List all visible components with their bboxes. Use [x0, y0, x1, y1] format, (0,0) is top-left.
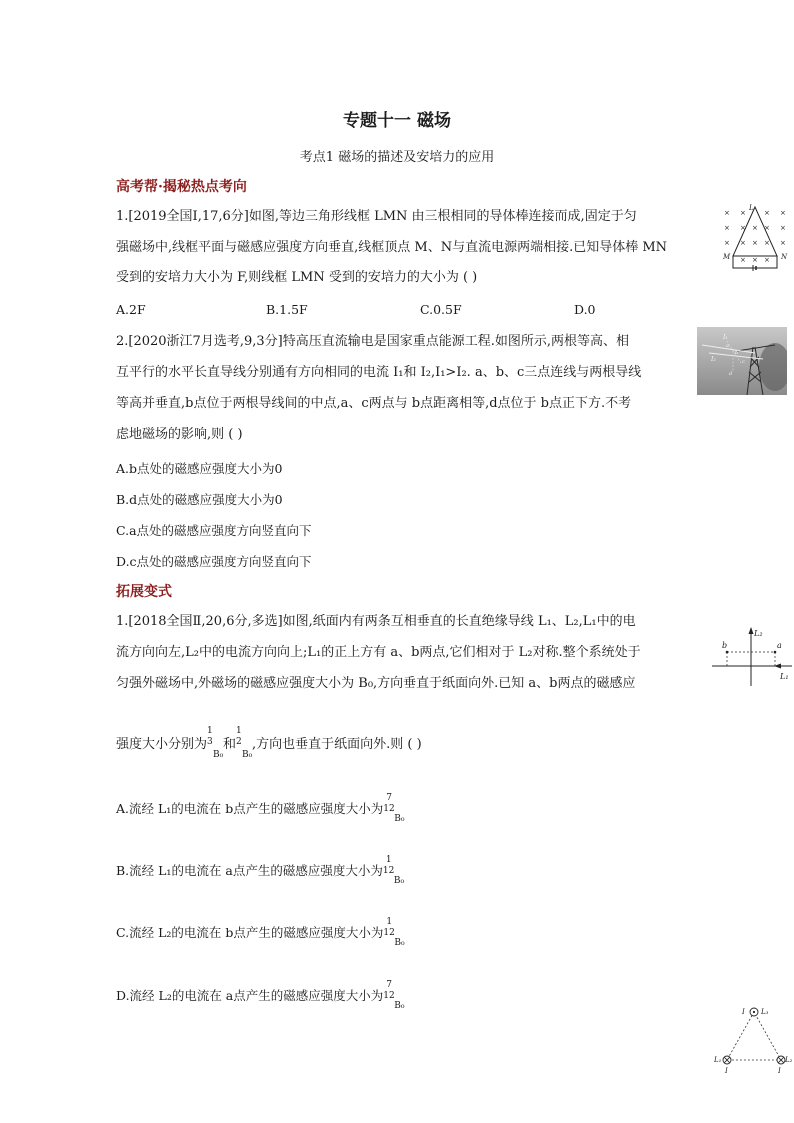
option-text: D.流经 L₂的电流在 a点产生的磁感应强度大小为 — [116, 988, 384, 1003]
fraction-unit: B₀ — [394, 1001, 405, 1011]
field-cross: × — [740, 256, 746, 264]
triangle-frame-figure — [718, 200, 792, 272]
q1-option-a: A.2F — [116, 302, 146, 317]
q3-option-d — [116, 980, 405, 1011]
q3-line-3: 匀强外磁场中,外磁场的磁感应强度大小为 B₀,方向垂直于纸面向外.已知 a、b两点的磁感应 — [116, 676, 636, 691]
fraction-numerator: 1 — [386, 917, 393, 927]
vertex-label-n: N — [781, 253, 788, 261]
q1-line-1: 1.[2019全国Ⅰ,17,6分]如图,等边三角形线框 LMN 由三根相同的导体棒连接而成,固定于匀 — [116, 209, 637, 224]
wire-label-l3: L₃ — [761, 1008, 769, 1016]
point-label-b: b — [735, 350, 739, 356]
q1-option-d: D.0 — [574, 302, 596, 317]
q3-option-c — [116, 917, 405, 948]
label-i2: I₂ — [711, 356, 716, 363]
q2-line-3: 等高并垂直,b点位于两根导线间的中点,a、c两点与 b点距离相等,d点位于 b点正下方.不考 — [116, 396, 632, 411]
fraction-denominator: 12 — [383, 928, 395, 938]
transmission-tower-photo — [697, 327, 787, 395]
point-label-c: c — [742, 359, 745, 365]
current-label-i: I — [778, 1067, 781, 1075]
q1-option-c: C.0.5F — [420, 302, 462, 317]
label-i1: I₁ — [723, 334, 728, 341]
wire-label-l1: L₁ — [714, 1056, 722, 1064]
wire-label-l2: L₂ — [785, 1056, 793, 1064]
fraction-denominator: 3 — [207, 737, 213, 747]
q3-line-4-mid: 和 — [223, 737, 237, 752]
field-cross: × — [724, 239, 730, 247]
fraction-denominator: 12 — [382, 866, 395, 876]
field-cross: × — [764, 239, 770, 247]
fraction-denominator: 12 — [383, 804, 395, 814]
q3-line-1: 1.[2018全国Ⅱ,20,6分,多选]如图,纸面内有两条互相垂直的长直绝缘导线 L₁、L₂,L₁中的电 — [116, 614, 636, 629]
vertex-label-l: L — [749, 204, 754, 212]
q1-line-2: 强磁场中,线框平面与磁感应强度方向垂直,线框顶点 M、N与直流电源两端相接.已知导体棒 MN — [116, 240, 668, 255]
q3-line-4 — [116, 726, 422, 760]
field-cross: × — [752, 256, 758, 264]
vertex-label-m: M — [723, 253, 731, 261]
q2-option-c: C.a点处的磁感应强度方向竖直向下 — [116, 523, 312, 538]
field-cross: × — [780, 209, 786, 217]
option-text: B.流经 L₁的电流在 a点产生的磁感应强度大小为 — [116, 863, 383, 878]
field-cross: × — [740, 224, 746, 232]
q3-option-a — [116, 793, 405, 824]
point-a — [774, 651, 777, 654]
field-cross: × — [752, 224, 758, 232]
arrow-up-icon — [749, 627, 754, 634]
field-cross: × — [752, 239, 758, 247]
field-cross: × — [724, 209, 730, 217]
section-subtitle: 考点1 磁场的描述及安培力的应用 — [299, 150, 495, 165]
field-cross: × — [724, 224, 730, 232]
q1-line-3: 受到的安培力大小为 F,则线框 LMN 受到的安培力的大小为 ( ) — [116, 270, 478, 285]
fraction-unit: B₀ — [213, 750, 224, 760]
field-cross: × — [740, 209, 746, 217]
fraction-unit: B₀ — [242, 750, 253, 760]
point-label-d: d — [729, 371, 733, 377]
field-cross: × — [740, 239, 746, 247]
wire-label-l1: L₁ — [780, 672, 789, 681]
page-title: 专题十一 磁场 — [343, 111, 451, 131]
q2-line-2: 互平行的水平长直导线分别通有方向相同的电流 I₁和 I₂,I₁>I₂. a、b、c三点连线与两根导线 — [116, 365, 642, 380]
q3-option-b — [116, 855, 405, 886]
field-cross: × — [764, 209, 770, 217]
option-text: A.流经 L₁的电流在 b点产生的磁感应强度大小为 — [116, 801, 384, 816]
point-label-a: a — [777, 641, 782, 650]
q3-line-4-post: ,方向也垂直于纸面向外.则 ( ) — [252, 737, 422, 752]
point-label-b: b — [722, 641, 728, 650]
field-cross: × — [780, 239, 786, 247]
current-label-i: I — [742, 1008, 745, 1016]
fraction-denominator: 12 — [383, 991, 395, 1001]
q3-line-2: 流方向向左,L₂中的电流方向向上;L₁的正上方有 a、b两点,它们相对于 L₂对称.整个系统处于 — [116, 645, 641, 660]
q1-option-b: B.1.5F — [266, 302, 308, 317]
q2-line-1: 2.[2020浙江7月选考,9,3分]特高压直流输电是国家重点能源工程.如图所示,两根等高、相 — [116, 334, 629, 349]
option-text: C.流经 L₂的电流在 b点产生的磁感应强度大小为 — [116, 925, 384, 940]
wire-label-l2: L₂ — [754, 629, 763, 638]
fraction-numerator: 7 — [386, 793, 392, 803]
perpendicular-wires-figure — [710, 624, 794, 688]
q2-option-a: A.b点处的磁感应强度大小为0 — [116, 461, 283, 476]
field-cross: × — [764, 224, 770, 232]
fraction-numerator: 1 — [385, 855, 392, 865]
fraction-denominator: 2 — [236, 737, 242, 747]
point-label-a: a — [726, 343, 729, 349]
dashed-triangle — [727, 1012, 781, 1060]
three-wires-triangle-figure — [706, 1000, 794, 1078]
fraction-numerator: 1 — [207, 726, 213, 736]
fraction-numerator: 1 — [236, 726, 242, 736]
point-b — [726, 651, 729, 654]
field-cross: × — [764, 256, 770, 264]
q2-option-d: D.c点处的磁感应强度方向竖直向下 — [116, 554, 312, 569]
section-heading-ext: 拓展变式 — [116, 584, 172, 600]
q2-line-4: 虑地磁场的影响,则 ( ) — [116, 427, 243, 442]
q3-line-4-pre: 强度大小分别为 — [116, 737, 208, 752]
fraction-numerator: 7 — [386, 980, 392, 990]
field-cross: × — [780, 224, 786, 232]
section-heading-hot: 高考帮·揭秘热点考向 — [116, 179, 247, 195]
fraction-unit: B₀ — [393, 876, 405, 886]
current-label-i: I — [725, 1067, 728, 1075]
fraction-unit: B₀ — [394, 814, 405, 824]
q2-option-b: B.d点处的磁感应强度大小为0 — [116, 492, 283, 507]
fraction-unit: B₀ — [394, 938, 405, 948]
